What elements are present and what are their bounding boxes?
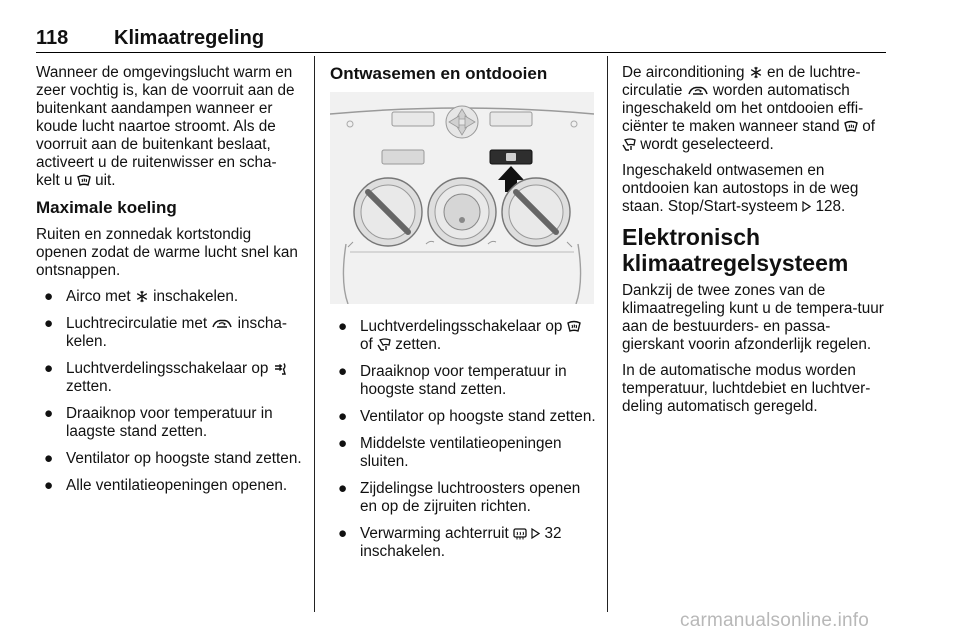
header-rule xyxy=(36,52,886,53)
recirculation-car-icon xyxy=(687,84,709,97)
snowflake-icon xyxy=(749,66,763,79)
max-cooling-list xyxy=(36,288,302,495)
snowflake-icon xyxy=(135,290,149,303)
list-item: ● Alle ventilatieopeningen openen. xyxy=(44,477,288,494)
list-item: ● Ventilator op hoogste stand zetten. xyxy=(44,450,302,467)
column-divider-2 xyxy=(607,56,608,612)
list-item: ● Draaiknop voor temperatuur in hoogste stand zetten. xyxy=(338,363,567,398)
cross-reference-triangle-icon xyxy=(802,201,811,212)
list-item: ● Middelste ventilatieopeningen sluiten. xyxy=(338,435,562,470)
intro-paragraph: Wanneer de omgevingslucht warm en zeer vochtig is, kan de voorruit aan de buitenkant aandampen wanneer er koude lucht naartoe stroomt. Als de voorruit aan de buitenkant beslaat, activeert u de ruitenwisser en scha- kelt u uit. xyxy=(36,64,295,189)
recirculation-car-icon xyxy=(211,317,233,330)
control-panel-drawing xyxy=(330,92,594,304)
page-header xyxy=(36,24,886,54)
defrost-heading: Ontwasemen en ontdooien xyxy=(330,64,548,83)
auto-ac-paragraph: De airconditioning en de luchtre-circulatie worden automatisch ingeschakeld om het ontdooien effi-ciënter te maken wanneer stand of wordt geselecteerd. xyxy=(622,64,875,153)
rear-window-heating-icon xyxy=(513,527,527,540)
list-item: ● Draaiknop voor temperatuur in laagste stand zetten. xyxy=(44,405,273,440)
face-vent-icon xyxy=(273,362,287,375)
column-1 xyxy=(36,64,302,504)
auto-mode-paragraph: In de automatische modus worden temperatuur, luchtdebiet en luchtver-deling automatisch geregeld. xyxy=(622,362,871,415)
max-cooling-text: Ruiten en zonnedak kortstondig openen zodat de warme lucht snel kan ontsnappen. xyxy=(36,226,298,279)
column-divider-1 xyxy=(314,56,315,612)
windshield-defrost-icon xyxy=(77,174,91,187)
climate-control-panel-illustration xyxy=(330,92,594,304)
cross-reference-triangle-icon xyxy=(531,528,540,539)
autostop-paragraph: Ingeschakeld ontwasemen en ontdooien kan autostops in de weg staan. Stop/Start-systeem 128. xyxy=(622,162,859,215)
column-2 xyxy=(330,64,596,570)
list-item: ● Luchtverdelingsschakelaar op of zetten. xyxy=(330,318,596,354)
watermark: carmanualsonline.info xyxy=(680,610,870,631)
list-item: ● Ventilator op hoogste stand zetten. xyxy=(338,408,596,425)
electronic-climate-heading: Elektronisch klimaatregelsysteem xyxy=(622,224,849,276)
column-3 xyxy=(622,64,892,424)
list-item: ● Zijdelingse luchtroosters openen en op de zijruiten richten. xyxy=(338,480,581,515)
chapter-title: Klimaatregeling xyxy=(114,27,265,49)
windshield-defrost-icon xyxy=(844,120,858,133)
floor-defrost-icon xyxy=(377,338,391,351)
max-cooling-heading: Maximale koeling xyxy=(36,198,177,217)
dual-zone-paragraph: Dankzij de twee zones van de klimaatregeling kunt u de tempera-tuur aan de bestuurders- en passa-gierskant voorin afzonderlijk regelen. xyxy=(622,282,884,353)
defrost-list xyxy=(330,318,596,561)
windshield-defrost-icon xyxy=(567,320,581,333)
list-item: ● Luchtverdelingsschakelaar op zetten. xyxy=(36,360,302,396)
list-item: ● Airco met inschakelen. xyxy=(44,288,239,305)
list-item: ● Luchtrecirculatie met inscha-kelen. xyxy=(44,315,287,350)
floor-defrost-icon xyxy=(622,138,636,151)
page-number: 118 xyxy=(36,27,69,49)
list-item: ● Verwarming achterruit 32 inschakelen. xyxy=(338,525,562,560)
